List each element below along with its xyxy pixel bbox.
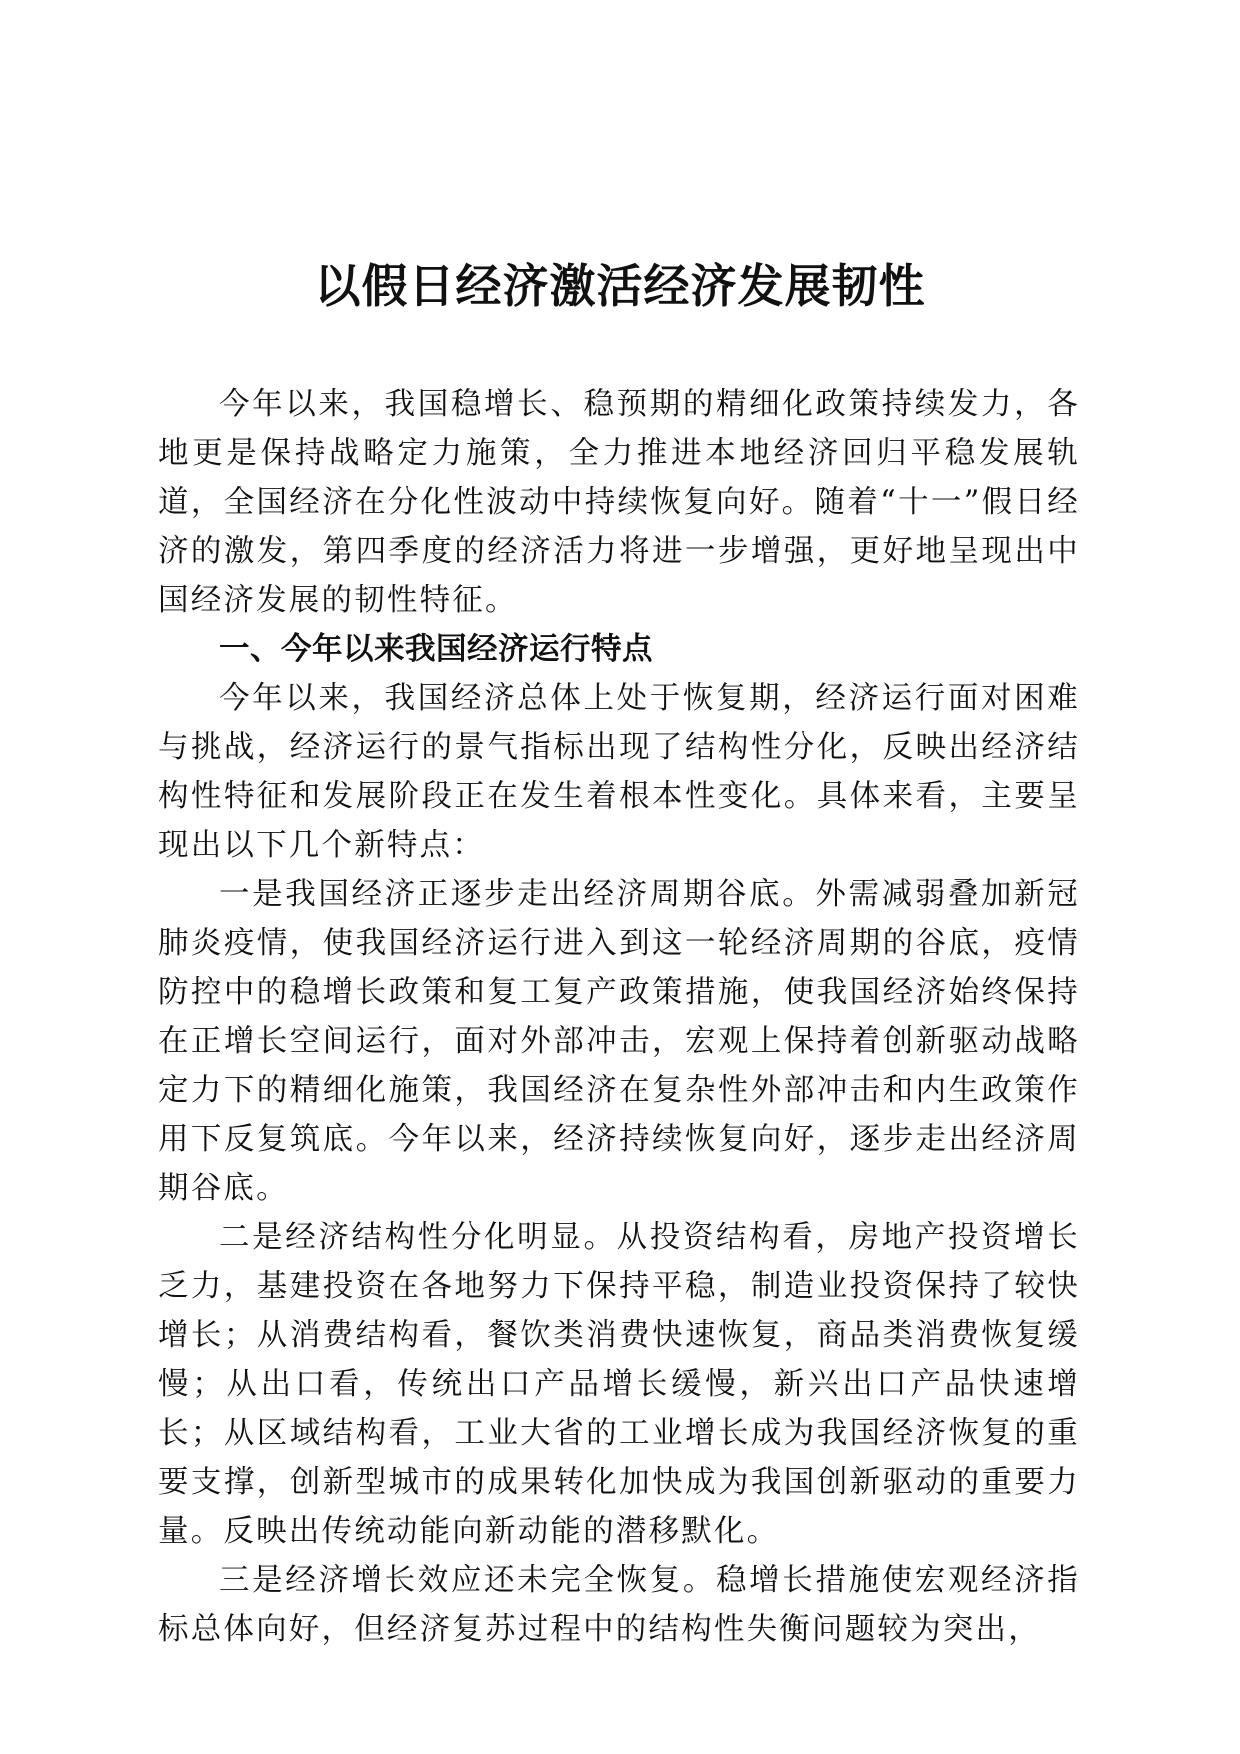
paragraph-point-2: 二是经济结构性分化明显。从投资结构看，房地产投资增长乏力，基建投资在各地努力下保持平稳，制造业投资保持了较快增长；从消费结构看，餐饮类消费快速恢复，商品类消费恢复缓慢；从出口看，传统出口产品增长缓慢，新兴出口产品快速增长；从区域结构看，工业大省的工业增长成为我国经济恢复的重要支撑，创新型城市的成果转化加快成为我国创新驱动的重要力量。反映出传统动能向新动能的潜移默化。 xyxy=(158,1220,1080,1549)
document-body xyxy=(158,380,1080,1654)
section-heading-1: 一、今年以来我国经济运行特点 xyxy=(219,632,653,667)
paragraph-intro: 今年以来，我国稳增长、稳预期的精细化政策持续发力，各地更是保持战略定力施策，全力推进本地经济回归平稳发展轨道，全国经济在分化性波动中持续恢复向好。随着“十一”假日经济的激发，第四季度的经济活力将进一步增强，更好地呈现出中国经济发展的韧性特征。 xyxy=(158,387,1080,618)
paragraph-overview: 今年以来，我国经济总体上处于恢复期，经济运行面对困难与挑战，经济运行的景气指标出现了结构性分化，反映出经济结构性特征和发展阶段正在发生着根本性变化。具体来看，主要呈现出以下几个新特点： xyxy=(158,681,1080,863)
paragraph-point-1: 一是我国经济正逐步走出经济周期谷底。外需减弱叠加新冠肺炎疫情，使我国经济运行进入到这一轮经济周期的谷底，疫情防控中的稳增长政策和复工复产政策措施，使我国经济始终保持在正增长空间运行，面对外部冲击，宏观上保持着创新驱动战略定力下的精细化施策，我国经济在复杂性外部冲击和内生政策作用下反复筑底。今年以来，经济持续恢复向好，逐步走出经济周期谷底。 xyxy=(158,877,1080,1206)
paragraph-point-3: 三是经济增长效应还未完全恢复。稳增长措施使宏观经济指标总体向好，但经济复苏过程中的结构性失衡问题较为突出， xyxy=(158,1563,1080,1647)
document-title: 以假日经济激活经济发展韧性 xyxy=(314,259,926,313)
